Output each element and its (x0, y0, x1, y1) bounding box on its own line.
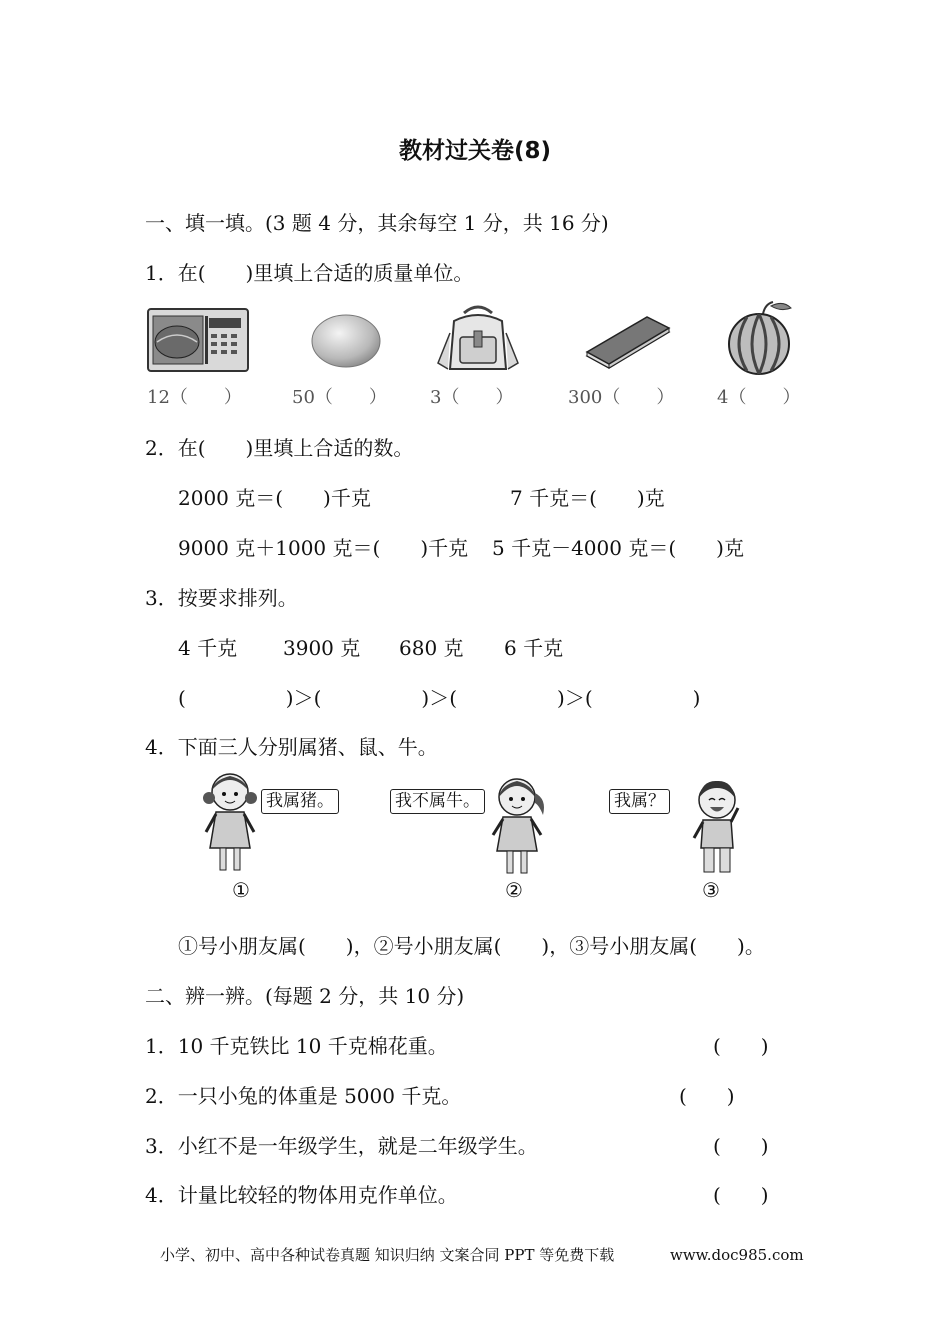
speech-bubble-1: 我属猪。 (261, 789, 339, 814)
q2-row1-right: 7 千克＝( )克 (510, 486, 665, 510)
judge-item-2: 2．一只小兔的体重是 5000 千克。 (145, 1084, 462, 1108)
egg-icon (310, 313, 382, 369)
footer-text: 小学、初中、高中各种试卷真题 知识归纳 文案合同 PPT 等免费下载 (160, 1246, 615, 1264)
speech-bubble-2: 我不属牛。 (390, 789, 485, 814)
q2-row2-left: 9000 克＋1000 克＝( )千克 (178, 536, 469, 560)
judge-blank-4: ( ) (713, 1183, 769, 1207)
q4-text: 4．下面三人分别属猪、鼠、牛。 (145, 735, 438, 759)
girl-1-icon (200, 770, 262, 878)
q1-label-3: 3（ ） (430, 387, 514, 408)
q3-order-blanks: ( )＞( )＞( )＞( ) (178, 686, 701, 710)
judge-item-3: 3．小红不是一年级学生，就是二年级学生。 (145, 1134, 538, 1158)
microwave-icon (147, 308, 249, 374)
judge-blank-1: ( ) (713, 1034, 769, 1058)
q3-value-3: 680 克 (399, 636, 464, 660)
judge-item-4: 4．计量比较轻的物体用克作单位。 (145, 1183, 458, 1207)
boy-3-icon (688, 778, 746, 878)
q1-text: 1．在( )里填上合适的质量单位。 (145, 261, 474, 285)
section1-heading: 一、填一填。(3 题 4 分，其余每空 1 分，共 16 分) (145, 211, 609, 235)
q1-label-2: 50（ ） (292, 387, 387, 408)
footer-url[interactable]: www.doc985.com (670, 1246, 804, 1264)
judge-item-1: 1．10 千克铁比 10 千克棉花重。 (145, 1034, 448, 1058)
backpack-icon (434, 303, 522, 375)
q1-label-4: 300（ ） (568, 387, 675, 408)
q1-label-5: 4（ ） (717, 387, 801, 408)
book-icon (585, 318, 671, 370)
q4-answer: ①号小朋友属( )，②号小朋友属( )，③号小朋友属( )。 (178, 934, 765, 958)
kid-number-1: ① (232, 878, 250, 902)
q3-value-1: 4 千克 (178, 636, 238, 660)
q3-value-4: 6 千克 (504, 636, 564, 660)
q1-label-1: 12（ ） (147, 387, 242, 408)
kid-number-2: ② (505, 878, 523, 902)
page-title: 教材过关卷(8) (398, 138, 552, 164)
q3-value-2: 3900 克 (283, 636, 361, 660)
kid-number-3: ③ (702, 878, 720, 902)
judge-blank-2: ( ) (679, 1084, 735, 1108)
judge-blank-3: ( ) (713, 1134, 769, 1158)
q2-text: 2．在( )里填上合适的数。 (145, 436, 414, 460)
girl-2-icon (485, 775, 551, 879)
q2-row2-right: 5 千克－4000 克＝( )克 (492, 536, 744, 560)
q3-text: 3．按要求排列。 (145, 586, 298, 610)
watermelon-icon (725, 300, 801, 372)
section2-heading: 二、辨一辨。(每题 2 分，共 10 分) (145, 984, 465, 1008)
q2-row1-left: 2000 克＝( )千克 (178, 486, 371, 510)
speech-bubble-3: 我属？ (609, 789, 670, 814)
